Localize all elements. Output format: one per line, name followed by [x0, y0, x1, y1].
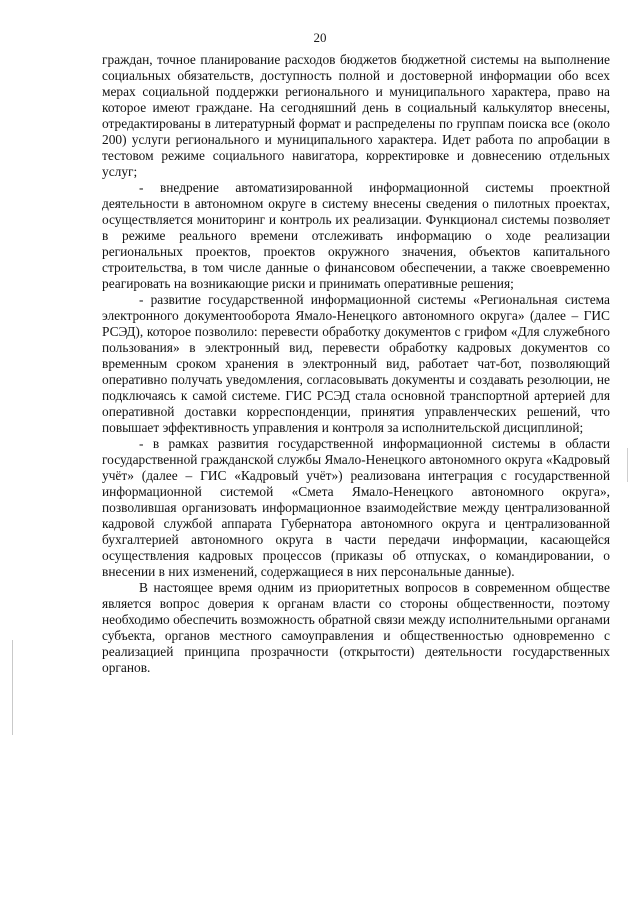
scan-margin-line — [12, 640, 13, 735]
document-body — [102, 52, 610, 676]
page-number: 20 — [313, 30, 327, 45]
paragraph-gis-hr: - в рамках развития государственной информационной системы в области государственной гражданской службы Ямало-Ненецкого автономного округа «Кадровый учёт» (далее – ГИС «Кадровый учёт») реализована интеграция с государственной информационной системой «Смета Ямало-Ненецкого автономного округа», позволившая организовать информационное взаимодействие между централизованной кадровой службой аппарата Губернатора автономного округа и централизованной бухгалтерией автономного округа в части передачи информации, касающейся осуществления кадровых процессов (приказы об отпусках, о командировании, о внесении в них изменений, содержащиеся в них персональные данные). — [102, 436, 610, 579]
paragraph-social-calculator: граждан, точное планирование расходов бюджетов бюджетной системы на выполнение социальных обязательств, доступность полной и достоверной информации обо всех мерах социальной поддержки регионального и муниципального характера, право на которое имеют граждане. На сегодняшний день в социальный калькулятор внесены, отредактированы в литературный формат и распределены по группам поиска все (около 200) услуги регионального и муниципального характера. Идет работа по апробации в тестовом режиме социального навигатора, корректировке и довнесению отдельных услуг; — [102, 52, 610, 179]
paragraph-public-trust: В настоящее время одним из приоритетных вопросов в современном обществе является вопрос доверия к органам власти со стороны общественности, поэтому необходимо обеспечить возможность обратной связи между исполнительными органами субъекта, органов местного самоуправления и общественностью одновременно с реализацией принципа прозрачности (открытости) деятельности государственных органов. — [102, 580, 610, 675]
scan-margin-line-right — [627, 448, 628, 482]
paragraph-gis-rsed: - развитие государственной информационной системы «Региональная система электронного документооборота Ямало-Ненецкого автономного округа» (далее – ГИС РСЭД), которое позволило: перевести обработку документов с грифом «Для служебного пользования» в электронный вид, перевести обработку кадровых документов со временным сроком хранения в электронный вид, работает чат-бот, позволяющий оперативно получать уведомления, согласовывать документы и создавать резолюции, не подключаясь к самой системе. ГИС РСЭД стала основной транспортной артерией для оперативной доставки корреспонденции, принятия управленческих решений, что повышает эффективность управления и контроля за исполнительской дисциплиной; — [102, 292, 610, 435]
paragraph-project-system: - внедрение автоматизированной информационной системы проектной деятельности в автономном округе в систему внесены сведения о пилотных проектах, осуществляется мониторинг и контроль их реализации. Функционал системы позволяет в режиме реального времени отслеживать информацию о ходе реализации региональных проектов, проектов окружного значения, объектов капитального строительства, в том числе данные о финансовом обеспечении, а также своевременно реагировать на возникающие риски и принимать оперативные решения; — [102, 180, 610, 291]
